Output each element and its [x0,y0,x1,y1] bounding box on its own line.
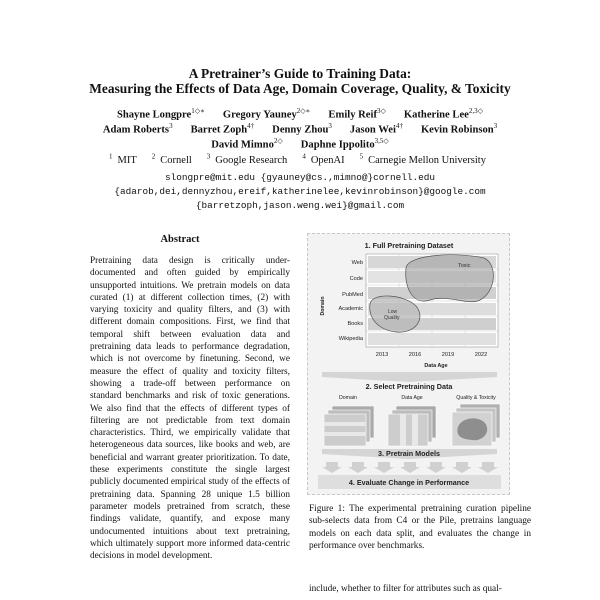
low-quality-label-word2: Quality [384,315,400,321]
author-affiliation-marker: 4† [247,122,255,130]
domain-label-code: Code [349,276,363,282]
author-name-text: Jason Wei [349,124,396,136]
domain-label-wikipedia: Wikipedia [338,336,363,342]
author-affiliation-marker: 2◇∗ [296,107,311,115]
abstract-heading: Abstract [160,234,200,245]
step2-column-label: Quality & Toxicity [456,395,496,401]
domain-label-academic: Academic [338,306,363,312]
affiliation-item [302,152,349,166]
email-line-3: {barretzoph,jason.weng.wei}@gmail.com [195,200,405,211]
year-label-2013: 2013 [375,352,389,358]
year-label-2016: 2016 [408,352,422,358]
figure-1-caption: Figure 1: The experimental pretraining curation pipeline sub-selects data from C4 or the Pile, pretrains language models on each data split, and evaluates the change in performance over benchmarks. [309,504,531,551]
year-labels [376,352,487,358]
author-affiliation-marker: 2◇ [273,137,283,145]
affiliation-name: Google Research [215,154,288,166]
quality-toxicity-subset-stack [452,404,500,446]
author-name-text: Barret Zoph [190,124,248,136]
author-name-text: Adam Roberts [102,124,170,136]
author-affiliation-marker: 3,5◇ [374,137,389,145]
affiliation-name: Cornell [160,154,192,166]
affiliations [0,152,600,166]
low-quality-label-word1: Low [388,309,398,315]
step1-title: 1. Full Pretraining Dataset [364,241,454,250]
author-name-text: Katherine Lee [403,109,469,121]
author-name-text: David Mimno [211,139,274,151]
step2-column-labels [339,395,496,401]
step3-title: 3. Pretrain Models [378,449,440,458]
affiliation-number: 5 [359,152,364,160]
toxic-region [406,255,494,302]
email-line-1: slongpre@mit.edu {gyauney@cs.,mimno@}cornell.edu [164,172,436,183]
step2-column-label: Domain [339,395,357,401]
authors-line-3 [40,134,560,153]
affiliation-number: 4 [302,152,306,160]
right-column-text: include, whether to filter for attributes such as qual- [309,584,502,594]
toxic-region-label: Toxic [458,263,471,269]
author-name-text: Gregory Yauney [222,109,297,121]
affiliation-name: Carnegie Mellon University [368,154,486,166]
paper-title-line-1: A Pretrainer’s Guide to Training Data: [188,66,412,81]
author-name-text: Denny Zhou [272,124,329,136]
y-axis-label: Domain [320,296,326,316]
author-affiliation-marker: 3 [169,122,173,130]
author-name-text: Daphne Ippolito [300,139,375,151]
step2-column-label: Data Age [401,395,423,401]
domain-label-pubmed: PubMed [342,292,363,298]
author-affiliation-marker: 2,3◇ [468,107,484,115]
author-affiliation-marker: 3 [493,122,498,130]
data-age-subset-stack [388,406,436,446]
x-axis-label: Data Age [424,363,448,369]
year-label-2022: 2022 [474,352,488,358]
author-affiliation-marker: 3◇ [376,107,386,115]
affiliation-name: MIT [117,154,137,166]
affiliation-number: 1 [109,152,113,160]
affiliation-item [151,152,197,166]
domain-labels [338,260,363,342]
affiliation-item [109,152,142,166]
domain-label-web: Web [351,260,363,266]
model-arrows [322,462,498,473]
domain-label-books: Books [347,321,363,327]
email-line-2: {adarob,dei,dennyzhou,ereif,katherinelee,kevinrobinson}@google.com [114,186,486,197]
figure-1-pipeline [307,233,510,495]
domain-subset-stack [324,406,374,446]
author-name [301,134,389,153]
step4-title: 4. Evaluate Change in Performance [348,478,470,487]
author-affiliation-marker: 1◇∗ [191,107,205,115]
paper-title-line-2: Measuring the Effects of Data Age, Domain Coverage, Quality, & Toxicity [89,81,511,96]
affiliation-item [359,152,491,166]
abstract-body: Pretraining data design is critically under-documented and often guided by empirically unsupported intuitions. We pretrain models on data curated (1) at different collection times, (2) with varying toxicity and quality filters, and (3) with different domain compositions. First, we find that temporal shift between evaluation data and pretraining data leads to performance degradation, which is not overcome by finetuning. Second, we measure the effect of quality and toxicity filters, showing a trade-off between performance on standard benchmarks and risk of toxic generations. We also find that the effects of different types of filtering are not predictable from text domain characteristics. Third, we empirically validate that heterogeneous data sources, like books and web, are beneficial and warrant greater prioritization. To date, these experiments constitute the single largest publicly documented empirical study of the effects of pretraining data. Spanning 28 unique 1.5 billion parameter models pretrained from scratch, these findings validate, quantify, and expose many undocumented intuitions about text pretraining, which ultimately support more informed data-centric decisions in model development. [90,256,290,562]
affiliation-item [206,152,293,166]
author-affiliation-marker: 4† [395,122,403,130]
step2-title: 2. Select Pretraining Data [365,382,453,391]
author-name-text: Shayne Longpre [116,109,192,121]
author-name [211,134,283,153]
step1-to-step2-arrow [322,372,497,382]
author-affiliation-marker: 3 [328,122,332,130]
affiliation-number: 3 [206,152,211,160]
affiliation-number: 2 [151,152,156,160]
author-name-text: Kevin Robinson [420,124,494,136]
affiliation-name: OpenAI [310,154,345,166]
author-name-text: Emily Reif [328,109,377,121]
year-label-2019: 2019 [441,352,455,358]
